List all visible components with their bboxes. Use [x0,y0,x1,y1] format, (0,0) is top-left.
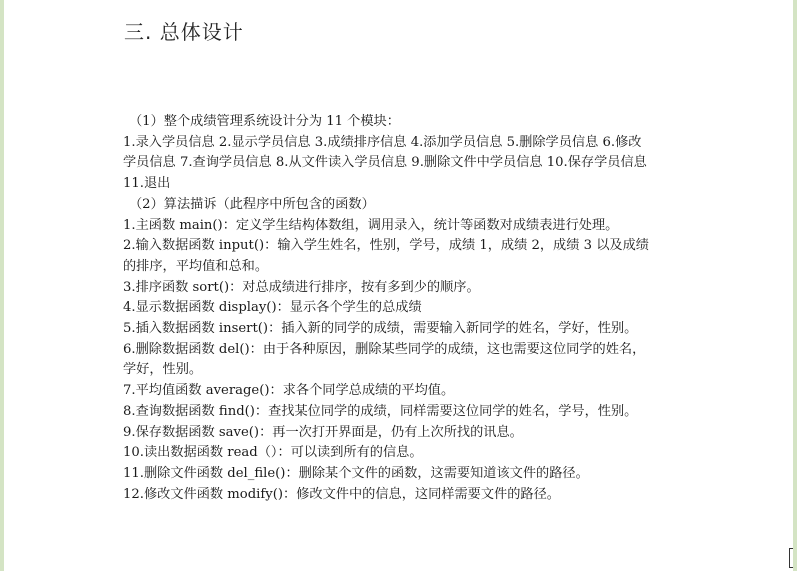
paragraph-line: 9.保存数据函数 save()：再一次打开界面是，仍有上次所找的讯息。 [123,424,523,440]
paragraph-line: 5.插入数据函数 insert()：插入新的同学的成绩，需要输入新同学的姓名，学好，性别。 [123,321,638,337]
paragraph-line: 11.删除文件函数 del_file()：删除某个文件的函数，这需要知道该文件的路径。 [123,465,589,481]
paragraph-line: 6.删除数据函数 del()：由于各种原因，删除某些同学的成绩，这也需要这位同学的姓名， [123,341,646,357]
paragraph-line: 学员信息 7.查询学员信息 8.从文件读入学员信息 9.删除文件中学员信息 10.保存学员信息 [123,155,647,171]
paragraph-line: 12.修改文件函数 modify()：修改文件中的信息，这同样需要文件的路径。 [123,486,560,502]
paragraph-line: 1.录入学员信息 2.显示学员信息 3.成绩排序信息 4.添加学员信息 5.删除学员信息 6.修改 [123,134,642,150]
paragraph-line: 3.排序函数 sort()：对总成绩进行排序，按有多到少的顺序。 [123,279,480,295]
paragraph-line: 1.主函数 main()：定义学生结构体数组，调用录入，统计等函数对成绩表进行处理。 [123,217,619,233]
paragraph-line: 学好，性别。 [123,362,203,378]
document-body [123,112,683,505]
paragraph-line: 的排序，平均值和总和。 [123,258,269,274]
right-page-border [793,0,797,571]
text-cursor-bracket [789,548,793,568]
left-page-border [0,0,4,571]
paragraph-line: （1）整个成绩管理系统设计分为 11 个模块： [129,114,400,129]
paragraph-line: 11.退出 [123,176,171,192]
paragraph-line: （2）算法描诉（此程序中所包含的函数） [129,196,375,212]
section-heading: 三. 总体设计 [124,20,244,44]
paragraph-line: 2.输入数据函数 input()：输入学生姓名，性别，学号，成绩 1，成绩 2，成绩 3 以及成绩 [123,238,649,254]
paragraph-line: 4.显示数据函数 display()：显示各个学生的总成绩 [123,300,422,316]
paragraph-line: 10.读出数据函数 read（）：可以读到所有的信息。 [123,445,423,461]
paragraph-line: 7.平均值函数 average()：求各个同学总成绩的平均值。 [123,383,455,399]
paragraph-line: 8.查询数据函数 find()：查找某位同学的成绩，同样需要这位同学的姓名，学号，性别。 [123,403,638,419]
